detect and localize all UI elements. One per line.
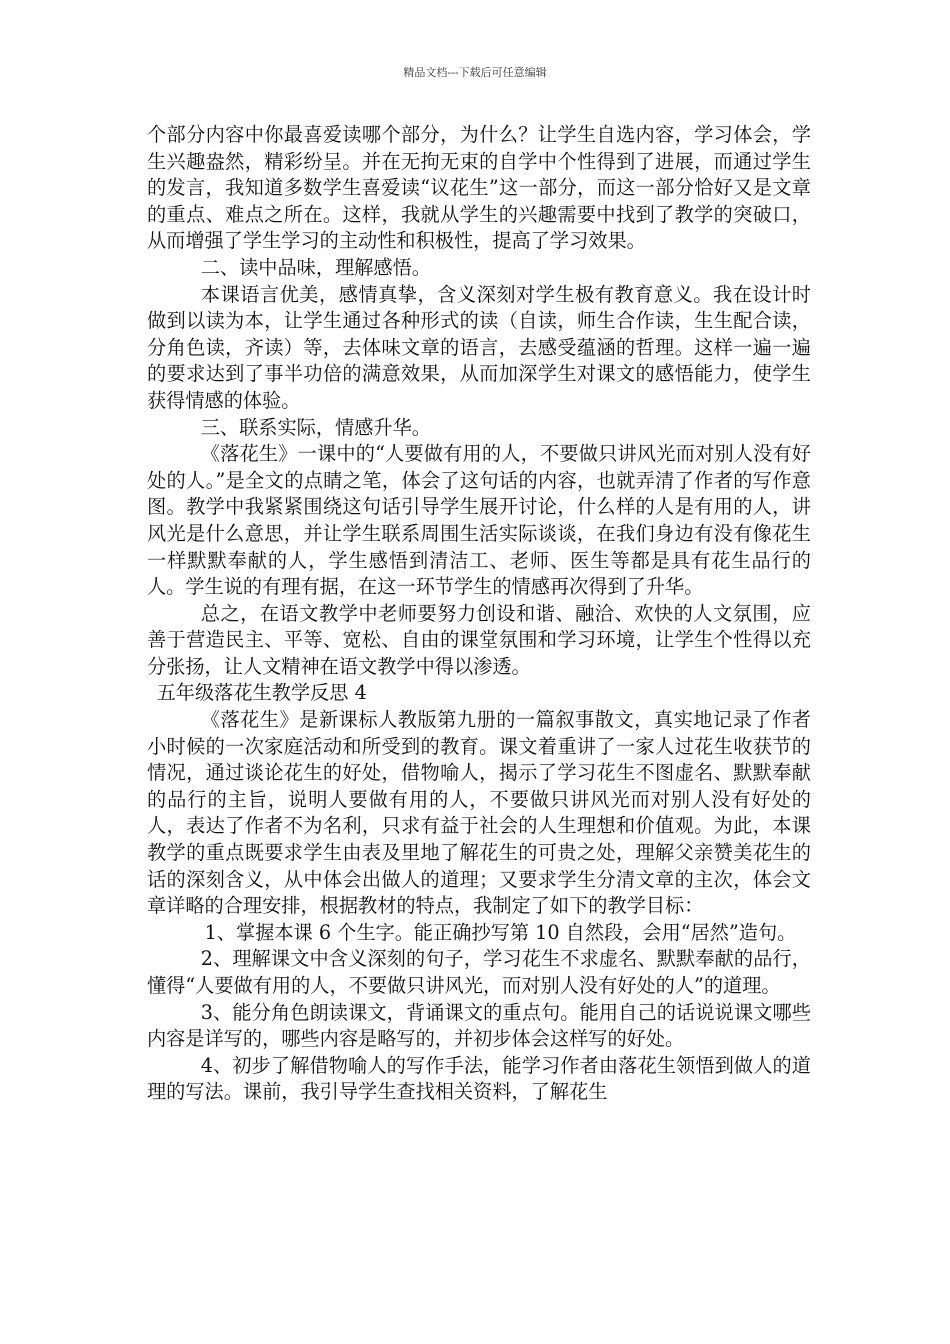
paragraph-reading: 本课语言优美，感情真挚，含义深刻对学生极有教育意义。我在设计时做到以读为本，让学生通过各种形式的读（自读，师生合作读，生生配合读，分角色读，齐读）等，去体味文章的语言，去感受蕴涵的哲理。这样一遍一遍的要求达到了事半功倍的满意效果，从而加深学生对课文的感悟能力，使学生获得情感的体验。: [147, 282, 811, 412]
paragraph-intro: 《落花生》是新课标人教版第九册的一篇叙事散文，真实地记录了作者小时候的一次家庭活动和所受到的教育。课文着重讲了一家人过花生收获节的情况，通过谈论花生的好处，借物喻人，揭示了学习花生不图虚名、默默奉献的品行的主旨，说明人要做有用的人，不要做只讲风光而对别人没有好处的人，表达了作者不为名利，只求有益于社会的人生理想和价值观。为此，本课教学的重点既要求学生由表及里地了解花生的可贵之处，理解父亲赞美花生的话的深刻含义，从中体会出做人的道理；又要求学生分清文章的主次，体会文章详略的合理安排，根据教材的特点，我制定了如下的教学目标：: [147, 708, 811, 918]
page-header: 精品文档---下载后可任意编辑: [403, 66, 547, 79]
goal-item-2: 2、理解课文中含义深刻的句子，学习花生不求虚名、默默奉献的品行，懂得“人要做有用的人，不要做只讲风光，而对别人没有好处的人”的道理。: [147, 947, 811, 997]
article-title: 五年级落花生教学反思 4: [156, 681, 367, 705]
section-heading-2: 二、读中品味，理解感悟。: [200, 255, 431, 279]
section-heading-3: 三、联系实际，情感升华。: [200, 415, 431, 439]
paragraph-practice: 《落花生》一课中的“人要做有用的人，不要做只讲风光而对别人没有好处的人。”是全文的点睛之笔，体会了这句话的内容，也就弄清了作者的写作意图。教学中我紧紧围绕这句话引导学生展开讨论，什么样的人是有用的人，讲风光是什么意思，并让学生联系周围生活实际谈谈，在我们身边有没有像花生一样默默奉献的人，学生感悟到清洁工、老师、医生等都是具有花生品行的人。学生说的有理有据，在这一环节学生的情感再次得到了升华。: [147, 442, 811, 599]
goal-item-4: 4、初步了解借物喻人的写作手法，能学习作者由落花生领悟到做人的道理的写法。课前，我引导学生查找相关资料，了解花生: [147, 1053, 811, 1104]
document-body: [147, 122, 811, 1106]
paragraph-continuation: 个部分内容中你最喜爱读哪个部分，为什么？让学生自选内容，学习体会，学生兴趣盎然，精彩纷呈。并在无拘无束的自学中个性得到了进展，而通过学生的发言，我知道多数学生喜爱读“议花生”这一部分，而这一部分恰好又是文章的重点、难点之所在。这样，我就从学生的兴趣需要中找到了教学的突破口，从而增强了学生学习的主动性和积极性，提高了学习效果。: [147, 123, 811, 253]
goal-item-3: 3、能分角色朗读课文，背诵课文的重点句。能用自己的话说说课文哪些内容是详写的，哪些内容是略写的，并初步体会这样写的好处。: [147, 1000, 811, 1051]
paragraph-summary: 总之，在语文教学中老师要努力创设和谐、融洽、欢快的人文氛围，应善于营造民主、平等、宽松、自由的课堂氛围和学习环境，让学生个性得以充分张扬，让人文精神在语文教学中得以渗透。: [147, 601, 811, 678]
goal-item-1: 1、掌握本课 6 个生字。能正确抄写第 10 自然段，会用“居然”造句。: [204, 920, 797, 944]
